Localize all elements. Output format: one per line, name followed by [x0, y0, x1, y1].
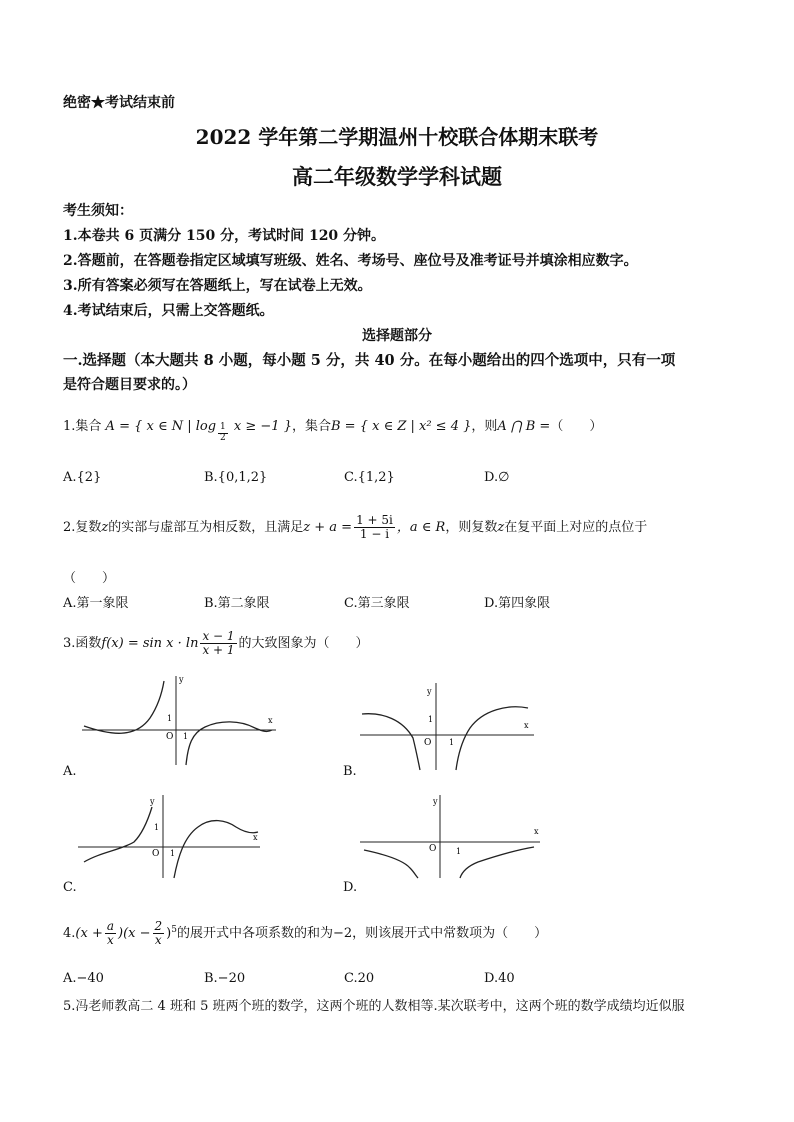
- question-4: 4.(x + $\frac{a}{x}$ )(x − $\frac{2}{x}$ )$^5$的展开式中各项系数的和为−2，则该展开式中常数项为（ ）: [63, 919, 548, 948]
- graph-tick-label: 1: [167, 714, 173, 723]
- q1-option-d: D.∅: [484, 470, 510, 485]
- q4-expr: (x +: [75, 926, 103, 942]
- graph-b-label: B.: [343, 764, 357, 779]
- q3-text: 的大致图象为（ ）: [238, 636, 369, 652]
- q2-text: 在复平面上对应的点位于: [504, 520, 648, 536]
- q1-mid: ，集合: [291, 419, 331, 434]
- graph-tick-label: 1: [428, 715, 434, 724]
- section-heading: 一.选择题（本大题共 8 小题，每小题 5 分，共 40 分。在每小题给出的四个选项中，只有一项: [63, 352, 676, 369]
- graph-a: [80, 673, 280, 768]
- graph-d: [358, 792, 544, 880]
- q4-option-c: C.20: [344, 971, 375, 986]
- q2-paren: （ ）: [63, 571, 116, 586]
- notice-heading: 考生须知：: [63, 203, 133, 219]
- graph-d-label: D.: [343, 880, 358, 895]
- q4-text: ，则该展开式中常数项为（ ）: [352, 926, 548, 942]
- graph-tick-label: 1: [456, 847, 462, 856]
- graph-a-label: A.: [63, 764, 77, 779]
- graph-c: [76, 792, 266, 880]
- q4-frac-a: $\frac{a}{x}$: [106, 919, 114, 948]
- graph-axis-x-label: x: [534, 827, 539, 836]
- q2-text: ，则复数: [445, 520, 498, 536]
- graph-origin-label: O: [166, 732, 174, 742]
- q2-condition: ，a ∈ R: [396, 520, 446, 536]
- q1-tail: ，则: [471, 419, 498, 434]
- section-heading-cont: 是符合题目要求的。）: [63, 377, 196, 393]
- notice-item: 2.答题前，在答题卷指定区域填写班级、姓名、考场号、座位号及准考证号并填涂相应数字。: [63, 253, 638, 269]
- notice-item: 4.考试结束后，只需上交答题纸。: [63, 303, 274, 319]
- notice-item: 3.所有答案必须写在答题纸上，写在试卷上无效。: [63, 278, 372, 294]
- notice-item: 1.本卷共 6 页满分 150 分，考试时间 120 分钟。: [63, 228, 386, 244]
- question-2: [63, 514, 647, 541]
- question-3: [63, 630, 369, 657]
- q4-exponent: 5: [171, 924, 177, 935]
- q4-option-b: B.−20: [204, 971, 246, 986]
- graph-tick-label: 1: [170, 849, 176, 858]
- q1-option-c: C.{1,2}: [344, 470, 395, 485]
- q2-text: 的实部与虚部互为相反数，且满足: [108, 520, 304, 536]
- q4-prefix: 4.: [63, 926, 76, 942]
- q3-fraction: $\frac{x - 1}{x + 1}$: [202, 629, 235, 658]
- graph-origin-label: O: [429, 844, 437, 854]
- q1-log-base: $\frac{1}{2}$: [220, 422, 226, 443]
- graph-axis-y-label: y: [433, 797, 438, 806]
- graph-axis-x-label: x: [524, 721, 529, 730]
- q2-fraction: $\frac{1 + 5i}{1 - i}$: [356, 513, 393, 542]
- graph-axis-x-label: x: [268, 716, 273, 725]
- q4-frac-b: $\frac{2}{x}$: [154, 919, 163, 948]
- q1-prefix: 1.集合: [63, 419, 102, 434]
- q1-set-a-tail: x ≥ −1 }: [233, 419, 292, 434]
- q1-option-a: A.{2}: [63, 470, 102, 485]
- q2-option-a: A.第一象限: [63, 596, 129, 611]
- exam-title: 2022 学年第二学期温州十校联合体期末联考: [195, 125, 599, 149]
- q4-option-a: A.−40: [63, 971, 104, 986]
- graph-axis-x-label: x: [253, 833, 258, 842]
- graph-tick-label: 1: [183, 732, 189, 741]
- q1-option-b: B.{0,1,2}: [204, 470, 268, 485]
- q4-option-d: D.40: [484, 971, 515, 986]
- graph-axis-y-label: y: [150, 797, 155, 806]
- q3-function: f(x) = sin x · ln: [101, 636, 199, 652]
- part-title: 选择题部分: [362, 328, 432, 344]
- graph-tick-label: 1: [449, 738, 455, 747]
- q1-set-b: B = { x ∈ Z | x² ≤ 4 }: [331, 419, 472, 434]
- q4-text: 的展开式中各项系数的和为: [176, 926, 333, 942]
- q2-equation: z + a =: [303, 520, 353, 536]
- question-5: 5.冯老师教高二 4 班和 5 班两个班的数学，这两个班的人数相等.某次联考中，这两个班的数学成绩均近似服: [63, 999, 685, 1014]
- q3-text: 3.函数: [63, 636, 102, 652]
- graph-axis-y-label: y: [427, 687, 432, 696]
- graph-origin-label: O: [152, 849, 160, 859]
- confidential-label: 绝密★考试结束前: [63, 95, 175, 111]
- q1-paren: （ ）: [550, 419, 603, 434]
- q4-expr: )(x −: [118, 926, 151, 942]
- graph-origin-label: O: [424, 738, 432, 748]
- q2-z: z: [101, 520, 109, 536]
- q2-z: z: [497, 520, 505, 536]
- graph-c-label: C.: [63, 880, 77, 895]
- graph-tick-label: 1: [154, 823, 160, 832]
- q4-value: −2: [332, 926, 353, 942]
- graph-axis-y-label: y: [179, 675, 184, 684]
- q1-set-a: A = { x ∈ N | log: [105, 419, 217, 434]
- q2-text: 2.复数: [63, 520, 102, 536]
- graph-b: [358, 680, 538, 772]
- q2-option-d: D.第四象限: [484, 596, 551, 611]
- q1-expr: A ⋂ B =: [497, 419, 551, 434]
- q2-option-b: B.第二象限: [204, 596, 270, 611]
- exam-subtitle: 高二年级数学学科试题: [292, 164, 502, 189]
- question-1: [63, 415, 602, 444]
- q2-option-c: C.第三象限: [344, 596, 410, 611]
